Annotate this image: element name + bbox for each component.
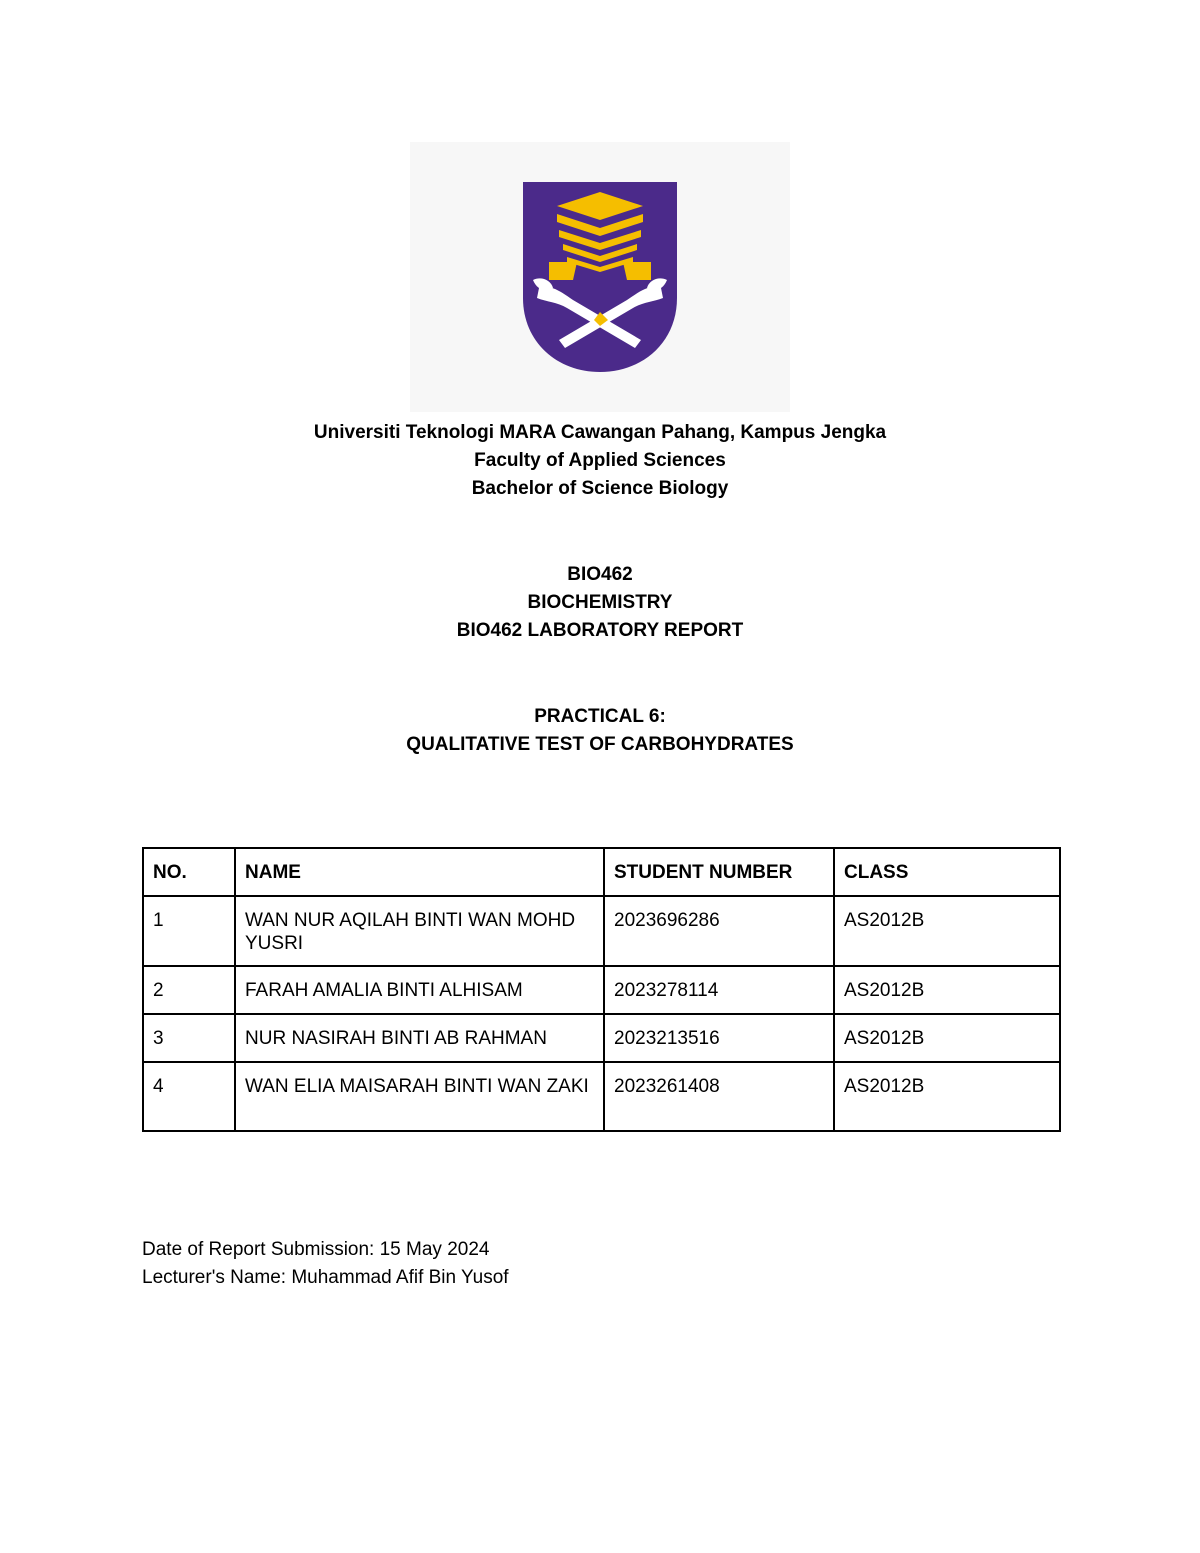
university-name: Universiti Teknologi MARA Cawangan Pahang, Kampus Jengka (313, 422, 887, 443)
header-no: NO. (143, 848, 235, 896)
table-row (143, 966, 1060, 1014)
cell-no: 3 (143, 1014, 235, 1062)
table-row (143, 1062, 1060, 1131)
cell-name: WAN NUR AQILAH BINTI WAN MOHD YUSRI (235, 896, 604, 966)
practical-block (0, 703, 1200, 759)
table-header-row (143, 848, 1060, 896)
report-footer (142, 1236, 509, 1292)
course-block (0, 561, 1200, 645)
group-members-table (142, 847, 1061, 1132)
cell-student-number: 2023696286 (604, 896, 834, 966)
cell-name: NUR NASIRAH BINTI AB RAHMAN (235, 1014, 604, 1062)
practical-title: QUALITATIVE TEST OF CARBOHYDRATES (406, 734, 794, 755)
header-student-number: STUDENT NUMBER (604, 848, 834, 896)
cell-student-number: 2023278114 (604, 966, 834, 1014)
header-class: CLASS (834, 848, 1060, 896)
cell-no: 2 (143, 966, 235, 1014)
cell-no: 4 (143, 1062, 235, 1131)
cell-name: FARAH AMALIA BINTI ALHISAM (235, 966, 604, 1014)
cell-class: AS2012B (834, 966, 1060, 1014)
cell-no: 1 (143, 896, 235, 966)
faculty-name: Faculty of Applied Sciences (474, 450, 726, 471)
report-title: BIO462 LABORATORY REPORT (456, 620, 744, 641)
cell-class: AS2012B (834, 1014, 1060, 1062)
crest-wedge-left (549, 262, 577, 280)
course-name: BIOCHEMISTRY (527, 592, 673, 613)
cell-class: AS2012B (834, 896, 1060, 966)
cell-name: WAN ELIA MAISARAH BINTI WAN ZAKI (235, 1062, 604, 1131)
program-name: Bachelor of Science Biology (471, 478, 729, 499)
table-row (143, 896, 1060, 966)
cell-student-number: 2023213516 (604, 1014, 834, 1062)
logo-container (410, 142, 790, 412)
submission-date: Date of Report Submission: 15 May 2024 (142, 1239, 490, 1260)
header-name: NAME (235, 848, 604, 896)
course-code: BIO462 (567, 564, 633, 585)
institution-block (0, 419, 1200, 503)
cell-class: AS2012B (834, 1062, 1060, 1131)
lecturer-name: Lecturer's Name: Muhammad Afif Bin Yusof (142, 1267, 509, 1288)
practical-number: PRACTICAL 6: (534, 706, 666, 727)
cell-student-number: 2023261408 (604, 1062, 834, 1131)
university-crest-logo (521, 180, 679, 374)
crest-wedge-right (623, 262, 651, 280)
table-row (143, 1014, 1060, 1062)
